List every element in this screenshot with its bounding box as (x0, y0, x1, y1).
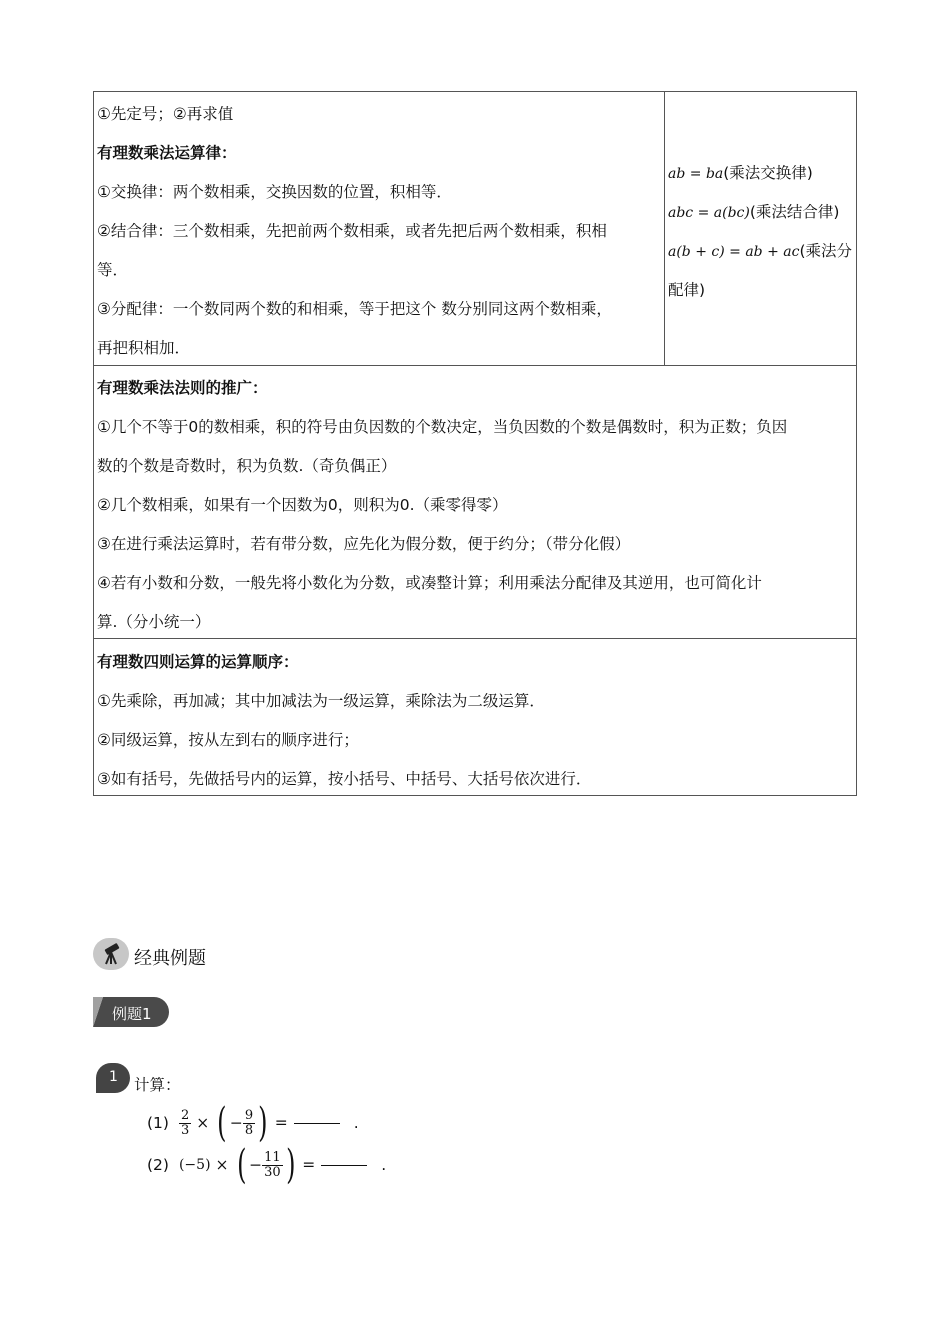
part1-times: × (196, 1114, 210, 1132)
part2-end: . (381, 1156, 387, 1174)
table-border-right (856, 91, 857, 796)
part1-frac-b-den: 8 (244, 1122, 254, 1138)
part1-end: . (353, 1114, 359, 1132)
part1-frac-b-num: 9 (244, 1107, 254, 1123)
sec1-line4a: ③分配律：一个数同两个数的和相乘，等于把这个 数分别同这两个数相乘， (97, 300, 612, 318)
part2-lparen: ( (236, 1142, 247, 1188)
part1-rparen: ) (258, 1100, 268, 1146)
sec2-line4b: 算.（分小统一） (97, 613, 211, 631)
part1-equals: = (274, 1114, 288, 1132)
sec2-line4a: ④若有小数和分数，一般先将小数化为分数，或凑整计算；利用乘法分配律及其逆用，也可简化计 (97, 574, 762, 592)
part2-times: × (215, 1156, 229, 1174)
part2-rparen: ) (285, 1142, 296, 1188)
sec3-heading: 有理数四则运算的运算顺序： (97, 653, 299, 671)
sec2-line1b: 数的个数是奇数时，积为负数.（奇负偶正） (97, 457, 397, 475)
part2-fraction-b (262, 1151, 283, 1180)
formula-distributive-label-cont: 配律) (668, 281, 706, 299)
part1-fraction-b (243, 1109, 255, 1138)
part2-answer-blank[interactable] (321, 1165, 367, 1166)
table-divider-2 (93, 638, 857, 639)
table-divider-1 (93, 365, 857, 366)
example-tag-label: 例题1 (112, 1005, 152, 1023)
formula-commutative-math: ab = ba (668, 166, 724, 182)
part2-frac-b-num: 11 (264, 1149, 281, 1165)
table-divider-vertical (664, 91, 665, 365)
formula-distributive-label: (乘法分 (799, 242, 853, 260)
question-number-badge (96, 1063, 130, 1093)
formula-associative (668, 200, 839, 222)
sec1-line4b: 再把积相加． (97, 339, 191, 357)
part1-lparen: ( (217, 1100, 227, 1146)
sec1-heading: 有理数乘法运算律： (97, 144, 237, 162)
sec1-line2: ①交换律：两个数相乘，交换因数的位置，积相等． (97, 183, 452, 201)
question-stem: 计算： (134, 1076, 181, 1094)
part1-label: (1) (147, 1114, 169, 1132)
telescope-icon (93, 938, 129, 970)
formula-distributive (668, 239, 852, 261)
question-part-1 (147, 1101, 359, 1145)
question-part-2 (147, 1143, 386, 1187)
formula-associative-label: (乘法结合律) (749, 203, 840, 221)
example-tag (93, 997, 169, 1027)
formula-associative-math: abc = a(bc) (668, 205, 750, 221)
part2-equals: = (302, 1156, 316, 1174)
sec1-line3b: 等． (97, 261, 129, 279)
formula-commutative (668, 161, 813, 183)
table-border-left (93, 91, 94, 796)
table-border-bottom (93, 795, 857, 796)
formula-distributive-math: a(b + c) = ab + ac (668, 244, 800, 260)
question-number: 1 (109, 1069, 118, 1085)
part2-frac-b-den: 30 (264, 1164, 281, 1180)
part1-frac-a-num: 2 (180, 1107, 190, 1123)
part1-fraction-a (179, 1109, 191, 1138)
sec3-line3: ③如有括号，先做括号内的运算，按小括号、中括号、大括号依次进行． (97, 770, 592, 788)
part1-frac-a-den: 3 (180, 1122, 190, 1138)
formula-commutative-label: (乘法交换律) (723, 164, 813, 182)
part2-label: (2) (147, 1156, 169, 1174)
sec3-line1: ①先乘除，再加减；其中加减法为一级运算，乘除法为二级运算． (97, 692, 545, 710)
part2-neg-sign: − (249, 1156, 263, 1174)
part2-term-a: (−5) (178, 1157, 211, 1173)
sec1-line3a: ②结合律：三个数相乘，先把前两个数相乘，或者先把后两个数相乘，积相 (97, 222, 607, 240)
sec1-line1: ①先定号；②再求值 (97, 105, 234, 123)
sec2-line3: ③在进行乘法运算时，若有带分数，应先化为假分数，便于约分；（带分化假） (97, 535, 631, 553)
sec2-line2: ②几个数相乘，如果有一个因数为0，则积为0.（乘零得零） (97, 496, 508, 514)
table-border-top (93, 91, 857, 92)
part1-neg-sign: − (229, 1114, 243, 1132)
part1-answer-blank[interactable] (294, 1123, 340, 1124)
classic-examples-title: 经典例题 (134, 948, 206, 969)
sec2-line1a: ①几个不等于0的数相乘，积的符号由负因数的个数决定，当负因数的个数是偶数时，积为正数；负因 (97, 418, 788, 436)
sec2-heading: 有理数乘法法则的推广： (97, 379, 268, 397)
sec3-line2: ②同级运算，按从左到右的顺序进行； (97, 731, 359, 749)
